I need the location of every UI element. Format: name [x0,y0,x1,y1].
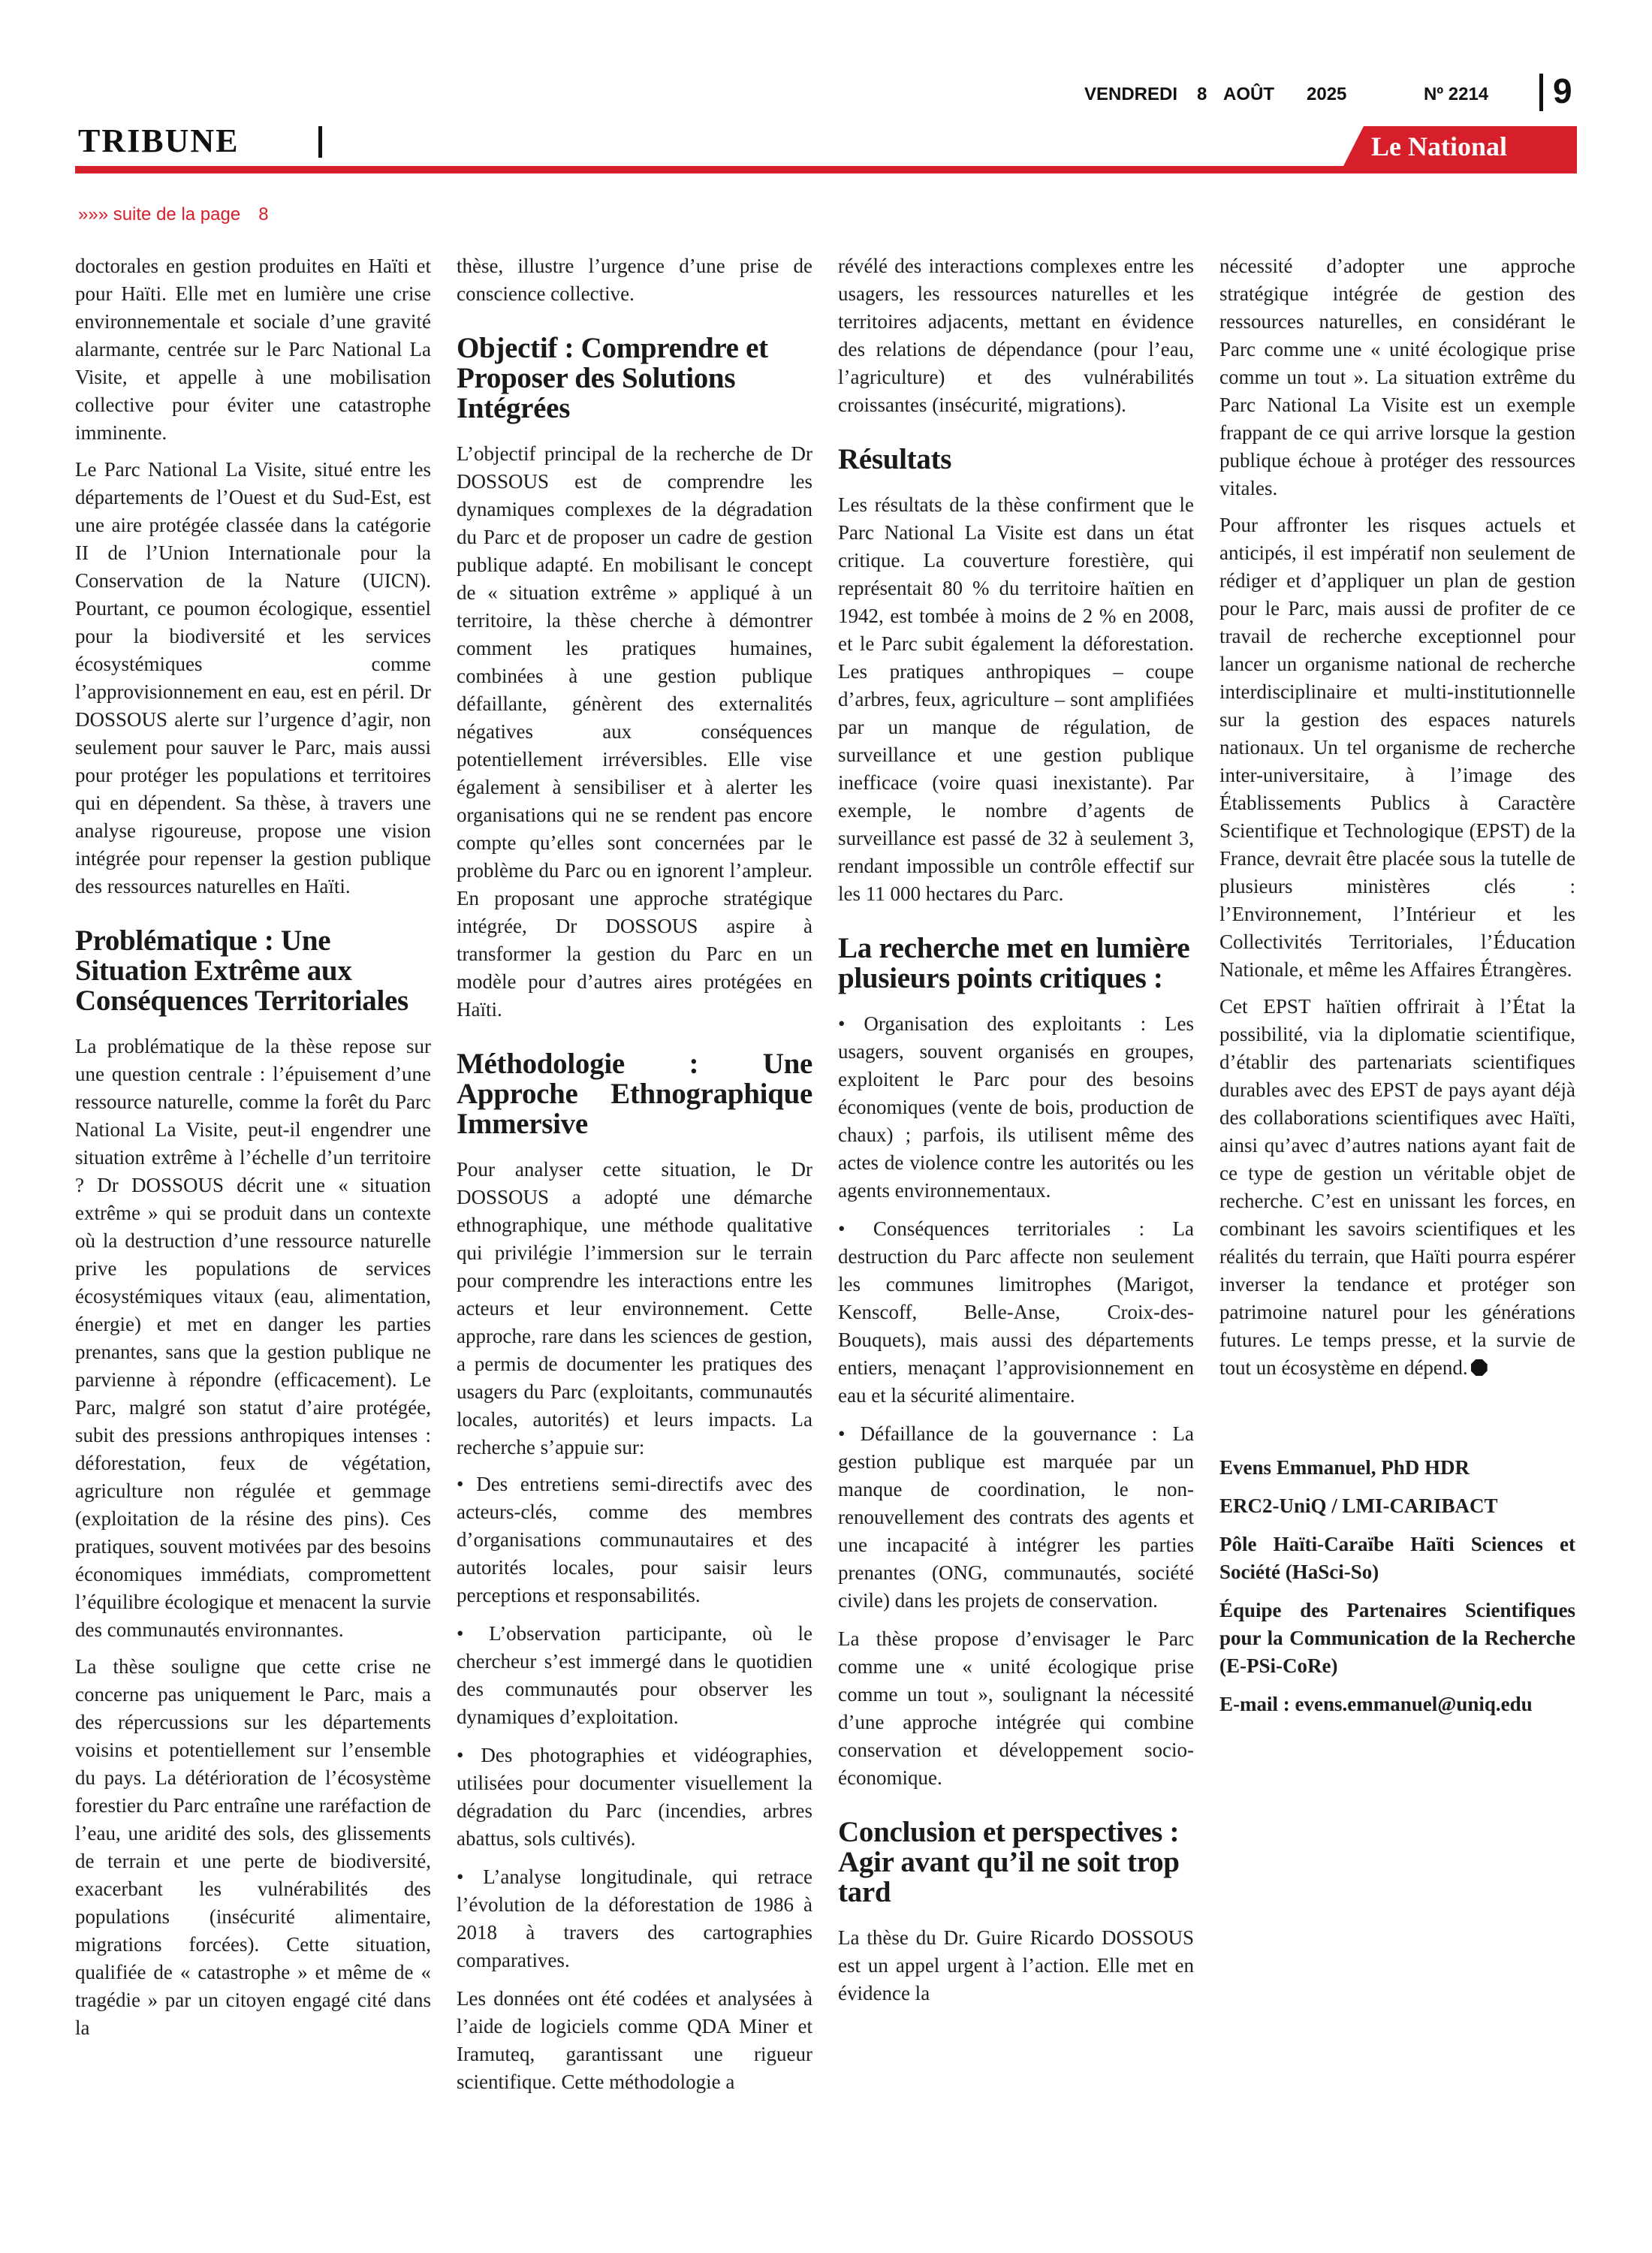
paragraph: thèse, illustre l’urgence d’une prise de conscience collective. [457,255,812,305]
continued-label: »»» suite de la page [78,204,241,225]
section-divider [318,126,322,158]
list-item: • Conséquences territoriales : La destruction du Parc affecte non seulement les communes limitrophes (Marigot, Kenscoff, Belle-Anse, Croix-des-Bouquets), mais aussi des départements entiers, menaçant l’approvisionnement en eau et la sécurité alimentaire. [838,1217,1194,1407]
end-of-article-icon [1471,1359,1488,1376]
section-heading-resultats: Résultats [838,443,952,475]
author-name: Evens Emmanuel, PhD HDR [1219,1456,1470,1479]
paragraph: Les données ont été codées et analysées à l’aide de logiciels comme QDA Miner et Iramuteq, garantissant une rigueur scientifique. Cette méthodologie a [457,1987,812,2093]
paragraph: La thèse souligne que cette crise ne concerne pas uniquement le Parc, mais a des répercussions sur les départements voisins et potentiellement sur l’ensemble du pays. La détérioration de l’écosystème forestier du Parc entraîne une raréfaction de l’eau, une aridité des sols, des glissements de terrain et une perte de biodiversité, exacerbant les vulnérabilités des populations (insécurité alimentaire, migrations forcées). Cette situation, qualifiée de « catastrophe » et même de « tragédie » par un citoyen engagé cité dans la [75,1655,431,2039]
paragraph: Les résultats de la thèse confirment que le Parc National La Visite est dans un état critique. La couverture forestière, qui représentait 80 % du territoire haïtien en 1942, est tombée à moins de 2 % en 2008, et le Parc subit également la déforestation. Les pratiques anthropiques – coupe d’arbres, feux, agriculture – sont amplifiées par un manque de régulation, de surveillance et une gestion publique inefficace (voire quasi inexistante). Par exemple, le nombre d’agents de surveillance est passé de 32 à seulement 3, rendant impossible un contrôle effectif sur les 11 000 hectares du Parc. [838,493,1194,905]
paragraph: Le Parc National La Visite, situé entre les départements de l’Ouest et du Sud-Est, est une aire protégée classée dans la catégorie II de l’Union Internationale pour la Conservation de la Nature (UICN). Pourtant, ce poumon écologique, essentiel pour la biodiversité et les services écosystémiques comme l’approvisionnement en eau, est en péril. Dr DOSSOUS alerte sur l’urgence d’agir, non seulement pour sauver le Parc, mais aussi pour protéger les populations et territoires qui en dépendent. Sa thèse, à travers une analyse rigoureuse, propose une vision intégrée pour repenser la gestion publique des ressources naturelles en Haïti. [75,458,431,897]
continued-from-link[interactable] [78,204,269,225]
issue-number: Nº 2214 [1424,84,1489,104]
article-column-2 [457,252,812,2220]
paragraph: La problématique de la thèse repose sur une question centrale : l’épuisement d’une ressource naturelle, comme la forêt du Parc National La Visite, peut-il engendrer une situation extrême à l’échelle d’un territoire ? Dr DOSSOUS décrit une « situation extrême » qui se produit dans un contexte où la destruction d’une ressource naturelle prive les populations de services écosystémiques vitaux (eau, alimentation, énergie) et met en danger les parties prenantes, sans que la gestion publique ne parvienne à répondre (efficacement). Le Parc, malgré son statut d’aire protégée, subit des pressions anthropiques intenses : déforestation, feux de végétation, agriculture non régulée et gemmage (exploitation de la résine des pins). Ces pratiques, souvent motivées par des besoins économiques immédiats, compromettent l’équilibre écologique et menacent la survie des communautés environnantes. [75,1035,431,1641]
list-item: • L’analyse longitudinale, qui retrace l’évolution de la déforestation de 1986 à 2018 à travers des cartographies comparatives. [457,1865,812,1971]
paragraph: révélé des interactions complexes entre les usagers, les ressources naturelles et les territoires adjacents, mettant en évidence des relations de dépendance (pour l’eau, l’agriculture) et des vulnérabilités croissantes (insécurité, migrations). [838,255,1194,416]
paragraph: Pour affronter les risques actuels et anticipés, il est impératif non seulement de rédiger et d’appliquer un plan de gestion pour le Parc, mais aussi de profiter de ce travail de recherche exceptionnel pour lancer un organisme national de recherche interdisciplinaire et multi-institutionnelle sur la gestion des espaces naturels nationaux. Un tel organisme de recherche inter-universitaire, à l’image des Établissements Publics à Caractère Scientifique et Technologique (EPST) de la France, devrait être placée sous la tutelle de plusieurs ministères clés : l’Environnement, l’Intérieur et les Collectivités Territoriales, l’Éducation Nationale, et même les Affaires Étrangères. [1219,514,1575,981]
paragraph: doctorales en gestion produites en Haïti et pour Haïti. Elle met en lumière une crise environnementale et sociale d’une gravité alarmante, centrée sur le Parc National La Visite, et appelle à une mobilisation collective pour éviter une catastrophe imminente. [75,255,431,444]
list-item: • Des entretiens semi-directifs avec des acteurs-clés, comme des membres d’organisations communautaires et des autorités locales, pour saisir leurs perceptions et responsabilités. [457,1473,812,1606]
issue-weekday: VENDREDI [1084,84,1178,104]
paragraph: nécessité d’adopter une approche stratégique intégrée de gestion des ressources naturelles, en considérant le Parc comme une « unité écologique prise comme un tout ». La situation extrême du Parc National La Visite est un exemple frappant de ce qui arrive lorsque la gestion publique échoue à protéger des ressources vitales. [1219,255,1575,499]
issue-day: 8 [1197,84,1207,104]
issue-date-line [1084,84,1550,110]
author-affiliation: ERC2-UniQ / LMI-CARIBACT [1219,1494,1498,1517]
section-heading-conclusion: Conclusion et perspectives : Agir avant qu’il ne soit trop tard [838,1816,1180,1908]
paragraph: L’objectif principal de la recherche de Dr DOSSOUS est de comprendre les dynamiques complexes de la dégradation du Parc et de proposer un cadre de gestion publique adapté. En mobilisant le concept de « situation extrême » appliqué à un territoire, la thèse cherche à démontrer comment les pratiques humaines, combinées à une gestion publique défaillante, génèrent des externalités négatives aux conséquences potentiellement irréversibles. Elle vise également à sensibiliser et à alerter les organisations qui ne se rendent pas encore compte qu’elles sont concernées par le problème du Parc ou en ignorent l’ampleur. En proposant une approche stratégique intégrée, Dr DOSSOUS aspire à transformer la gestion du Parc en un modèle pour d’autres aires protégées en Haïti. [457,442,812,1021]
article-column-1 [75,252,431,2220]
article-column-3 [838,252,1194,2220]
author-affiliation: Pôle Haïti-Caraïbe Haïti Sciences et Société (HaSci-So) [1219,1533,1575,1583]
issue-year: 2025 [1307,84,1347,104]
paragraph: La thèse du Dr. Guire Ricardo DOSSOUS est un appel urgent à l’action. Elle met en évidence la [838,1926,1194,2004]
list-item: • Des photographies et vidéographies, utilisées pour documenter visuellement la dégradation du Parc (incendies, arbres abattus, sols cultivés). [457,1744,812,1850]
issue-month: AOÛT [1223,84,1274,104]
paragraph: La thèse propose d’envisager le Parc comme une « unité écologique prise comme un tout », soulignant la nécessité d’une approche intégrée qui combine conservation et développement socio-économique. [838,1627,1194,1789]
section-heading-methodologie: Méthodologie : Une Approche Ethnographique Immersive [457,1048,812,1140]
section-title: TRIBUNE [78,122,240,159]
article-column-4 [1219,252,1575,2220]
section-heading-objectif: Objectif : Comprendre et Proposer des Solutions Intégrées [457,332,768,424]
list-item: • Organisation des exploitants : Les usagers, souvent organisés en groupes, exploitent le Parc pour des besoins économiques (vente de bois, production de chaux) ; parfois, ils utilisent même des actes de violence contre les autorités ou les agents environnementaux. [838,1012,1194,1202]
continued-page-number: 8 [258,204,269,225]
list-item: • L’observation participante, où le chercheur s’est immergé dans le quotidien des communautés pour observer les dynamiques d’exploitation. [457,1622,812,1728]
paragraph: Pour analyser cette situation, le Dr DOSSOUS a adopté une démarche ethnographique, une méthode qualitative qui privilégie l’immersion sur le terrain pour comprendre les interactions entre les acteurs et leur environnement. Cette approche, rare dans les sciences de gestion, a permis de documenter les pratiques des usagers du Parc (exploitants, communautés locales, autorités) et leurs impacts. La recherche s’appuie sur: [457,1158,812,1458]
masthead [0,0,1652,225]
paragraph-text: Cet EPST haïtien offrirait à l’État la possibilité, via la diplomatie scientifique, d’établir des partenariats scientifiques durables avec des EPST de pays ayant déjà des collaborations scientifiques avec Haïti, ainsi qu’avec d’autres nations ayant fait de ce type de gestion un véritable objet de recherche. C’est en unissant les forces, en combinant les savoirs scientifiques et les réalités du terrain, que Haïti pourra espérer inverser la tendance et protéger son patrimoine naturel pour les générations futures. Le temps presse, et la survie de tout un écosystème en dépend. [1219,995,1575,1379]
author-affiliation: Équipe des Partenaires Scientifiques pour la Communication de la Recherche (E-PSi-CoRe) [1219,1599,1575,1677]
newspaper-brand: Le National [1371,131,1508,161]
section-heading-points-critiques: La recherche met en lumière plusieurs points critiques : [838,932,1190,994]
author-signature [1219,1454,1575,1718]
page-number-divider [1539,74,1543,111]
author-email[interactable]: E-mail : evens.emmanuel@uniq.edu [1219,1693,1533,1715]
final-paragraph [1219,993,1575,1382]
page-number: 9 [1553,71,1572,110]
section-heading-problematique: Problématique : Une Situation Extrême aux Conséquences Territoriales [75,924,408,1017]
list-item: • Défaillance de la gouvernance : La gestion publique est marquée par un manque de coordination, le non-renouvellement des contrats des agents et une incapacité à intégrer les parties prenantes (ONG, communautés, société civile) dans les projets de conservation. [838,1422,1194,1612]
header-rule [75,166,1577,173]
